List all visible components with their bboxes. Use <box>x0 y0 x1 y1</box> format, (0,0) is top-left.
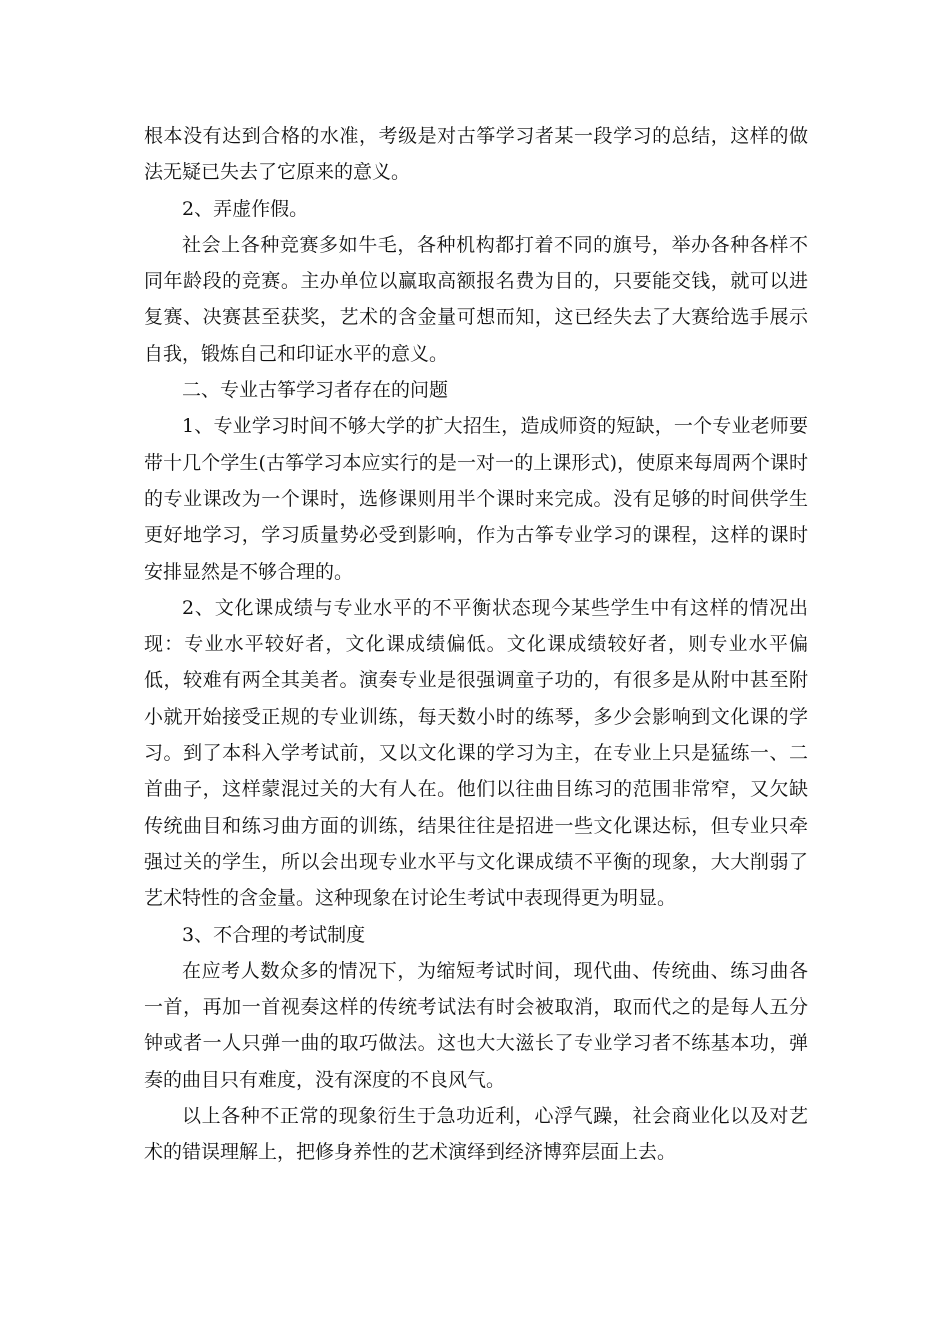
section-heading-fraud: 2、弄虚作假。 <box>182 197 309 220</box>
document-page <box>144 118 808 1171</box>
paragraph-continuation: 根本没有达到合格的水准，考级是对古筝学习者某一段学习的总结，这样的做法无疑已失去了它原来的意义。 <box>144 125 808 184</box>
section-heading-professional-problems: 二、专业古筝学习者存在的问题 <box>182 379 449 402</box>
section-heading-exam-system: 3、不合理的考试制度 <box>182 923 366 946</box>
paragraph-culture-vs-skill: 2、文化课成绩与专业水平的不平衡状态现今某些学生中有这样的情况出现：专业水平较好者，文化课成绩偏低。文化课成绩较好者，则专业水平偏低，较难有两全其美者。演奏专业是很强调童子功的，有很多是从附中甚至附小就开始接受正规的专业训练，每天数小时的练琴，多少会影响到文化课的学习。到了本科入学考试前，又以文化课的学习为主，在专业上只是猛练一、二首曲子，这样蒙混过关的大有人在。他们以往曲目练习的范围非常窄，又欠缺传统曲目和练习曲方面的训练，结果往往是招进一些文化课达标，但专业只牵强过关的学生，所以会出现专业水平与文化课成绩不平衡的现象，大大削弱了艺术特性的含金量。这种现象在讨论生考试中表现得更为明显。 <box>144 596 808 910</box>
paragraph-competitions: 社会上各种竞赛多如牛毛，各种机构都打着不同的旗号，举办各种各样不同年龄段的竞赛。主办单位以赢取高额报名费为目的，只要能交钱，就可以进复赛、决赛甚至获奖，艺术的含金量可想而知，这已经失去了大赛给选手展示自我，锻炼自己和印证水平的意义。 <box>144 233 808 365</box>
paragraph-exam-system: 在应考人数众多的情况下，为缩短考试时间，现代曲、传统曲、练习曲各一首，再加一首视奏这样的传统考试法有时会被取消，取而代之的是每人五分钟或者一人只弹一曲的取巧做法。这也大大滋长了专业学习者不练基本功，弹奏的曲目只有难度，没有深度的不良风气。 <box>144 959 808 1091</box>
paragraph-conclusion: 以上各种不正常的现象衍生于急功近利，心浮气躁，社会商业化以及对艺术的错误理解上，把修身养性的艺术演绎到经济博弈层面上去。 <box>144 1105 808 1164</box>
paragraph-study-time: 1、专业学习时间不够大学的扩大招生，造成师资的短缺，一个专业老师要带十几个学生(古筝学习本应实行的是一对一的上课形式)，使原来每周两个课时的专业课改为一个课时，选修课则用半个课时来完成。没有足够的时间供学生更好地学习，学习质量势必受到影响，作为古筝专业学习的课程，这样的课时安排显然是不够合理的。 <box>144 415 808 583</box>
